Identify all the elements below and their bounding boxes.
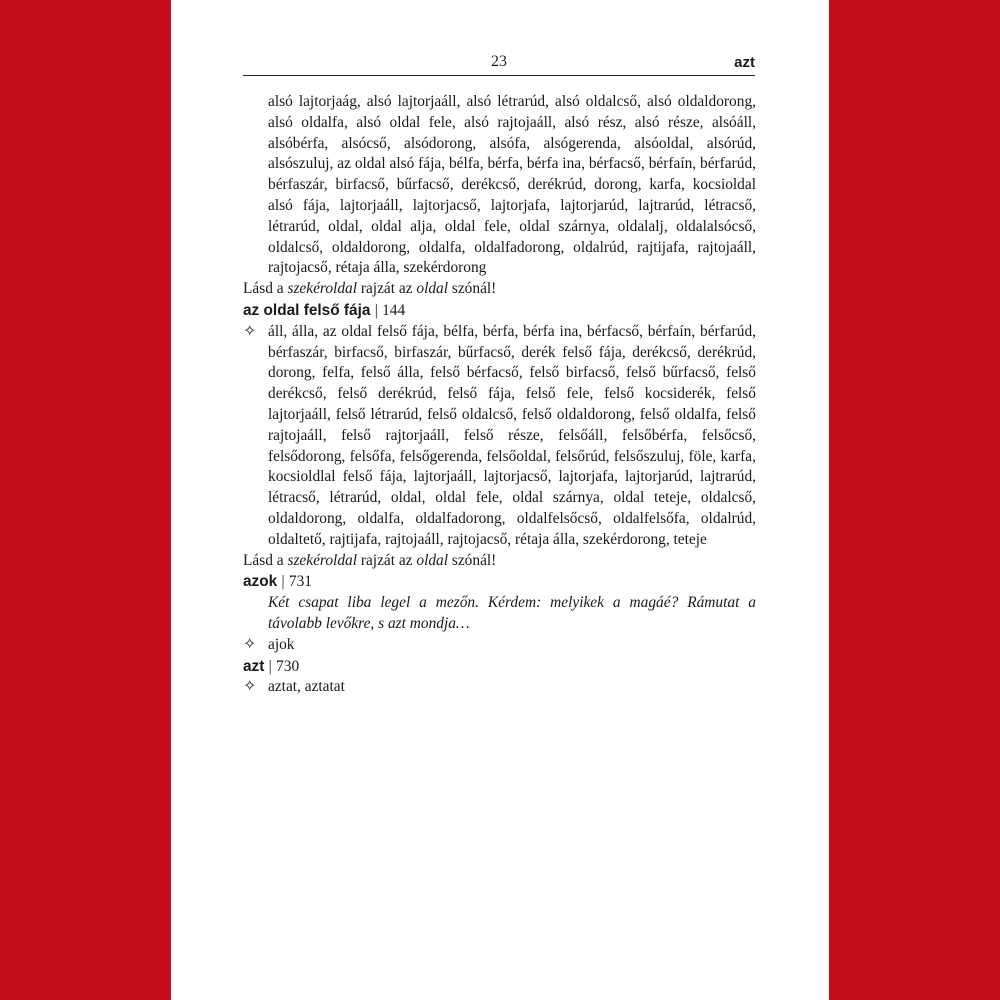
running-head: azt — [734, 54, 755, 71]
sparkle-icon: ✧ — [243, 676, 257, 696]
sparkle-icon: ✧ — [243, 320, 257, 340]
entry-ref: 731 — [288, 573, 312, 591]
entry-ref: 144 — [382, 301, 406, 319]
example-quote: Két csapat liba legel a mezőn. Kérdem: melyikek a magáé? Rámutat a távolabb levőkre, s azt mondja… — [268, 594, 756, 632]
headword: azok — [243, 573, 278, 591]
entry-headline: azt | 730 — [243, 657, 300, 675]
senses-list: ✧ áll, álla, az oldal felső fája, bélfa, bérfa, bérfa ina, bérfacső, bérfaín, bérfarúd, bérfaszár, birfacső, birfaszár, bűrfacső, derék felső fája, derékcső, derékrúd, dorong, felfa, felső álla, felső bérfacső, felső birfacső, felső bűrfacső, felső derékcső, felső derékrúd, felső fája, felső fele, felső kocsiderék, felső lajtorjaáll, felső létrarúd, felső oldalcső, felső oldaldorong, felső oldalfa, felső rajtojaáll, felső rajtorjaáll, felső része, felsőáll, felsőbérfa, felsőcső, felsődorong, felsőfa, felsőgerenda, felsőoldal, felsőrúd, felsőszuluj, föle, karfa, kocsioldlal felső fája, lajtorjaáll, lajtorjacső, lajtorjafa, lajtorjarúd, lajtrarúd, létracső, létrarúd, oldal, oldal fele, oldal szárnya, oldal teteje, oldalcső, oldaldorong, oldalfa, oldalfadorong, oldalfelsőcső, oldalfelsőfa, oldalrúd, oldaltető, rajtijafa, rajtojaáll, rajtojacső, rétaja álla, szekérdorong, teteje — [243, 320, 756, 548]
page-number: 23 — [491, 53, 507, 70]
page-header — [243, 53, 755, 76]
entry-ref: 730 — [276, 657, 300, 675]
book-page — [171, 0, 829, 1000]
senses-continued: alsó lajtorjaág, alsó lajtorjaáll, alsó létrarúd, alsó oldalcső, alsó oldaldorong, alsó oldalfa, alsó oldal fele, alsó rajtojaáll, alsó rész, alsó része, alsóáll, alsóbérfa, alsócső, alsódorong, alsófa, alsógerenda, alsóoldal, alsórúd, alsószuluj, az oldal alsó fája, bélfa, bérfa, bérfa ina, bérfacső, bérfaín, bérfarúd, bérfaszár, birfacső, bűrfacső, derékcső, derékrúd, dorong, karfa, kocsioldal alsó fája, lajtorjaáll, lajtorjacső, lajtorjafa, lajtorjarúd, lajtrarúd, létracső, létrarúd, oldal, oldal alja, oldal fele, oldal szárnya, oldalalj, oldalalsócső, oldalcső, oldaldorong, oldalfa, oldalfadorong, oldalrúd, rajtijafa, rajtojaáll, rajtojacső, rétaja álla, szekérdorong — [268, 93, 756, 277]
see-also-note: Lásd a szekéroldal rajzát az oldal szónál! — [243, 280, 497, 298]
senses-list: ✧ aztat, aztatat — [243, 676, 345, 696]
dictionary-body — [243, 92, 756, 698]
headword: azt — [243, 657, 265, 675]
senses-list: ✧ ajok — [243, 633, 295, 653]
headword: az oldal felső fája — [243, 301, 371, 319]
sparkle-icon: ✧ — [243, 633, 257, 653]
entry-headline: az oldal felső fája | 144 — [243, 301, 406, 319]
entry-headline: azok | 731 — [243, 573, 312, 591]
see-also-note: Lásd a szekéroldal rajzát az oldal szónál! — [243, 551, 497, 569]
